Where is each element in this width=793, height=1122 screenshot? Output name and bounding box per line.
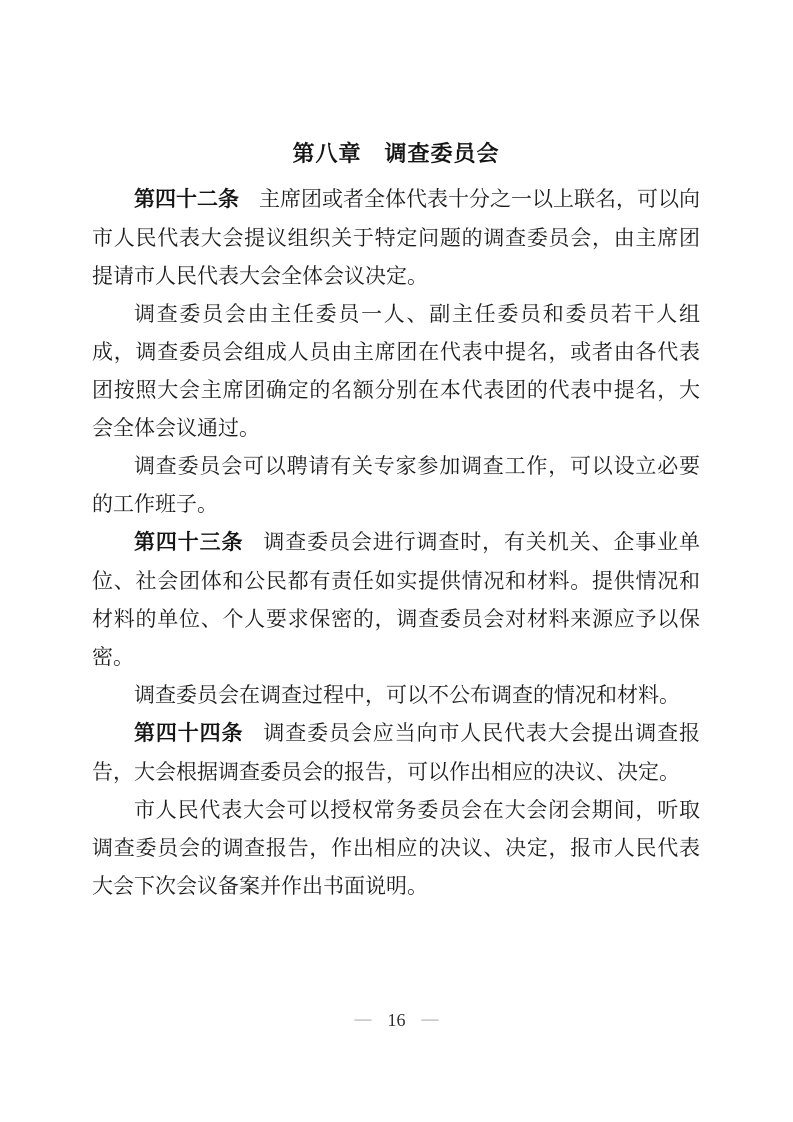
paragraph-text: 调查委员会在调查过程中，可以不公布调查的情况和材料。 <box>134 683 680 707</box>
paragraph-text: 市人民代表大会可以授权常务委员会在大会闭会期间，听取调查委员会的调查报告，作出相应的决议、决定，报市人民代表大会下次会议备案并作出书面说明。 <box>92 798 700 898</box>
paragraph-article-43 <box>92 523 700 676</box>
chapter-title: 第八章 调查委员会 <box>292 141 500 166</box>
page-number: 16 <box>387 1010 406 1030</box>
article-number: 第四十四条 <box>134 722 244 745</box>
paragraph-text: 主席团或者全体代表十分之一以上联名，可以向市人民代表大会提议组织关于特定问题的调查委员会，由主席团提请市人民代表大会全体会议决定。 <box>92 187 701 288</box>
paragraph <box>92 295 700 447</box>
footer-right-dash: — <box>421 1009 439 1028</box>
paragraph <box>92 447 700 523</box>
paragraph-text: 调查委员会应当向市人民代表大会提出调查报告，大会根据调查委员会的报告，可以作出相应的决议、决定。 <box>92 721 701 784</box>
paragraph-article-44 <box>92 714 700 791</box>
document-body <box>92 180 700 905</box>
article-number: 第四十二条 <box>134 188 240 211</box>
paragraph-text: 调查委员会由主任委员一人、副主任委员和委员若干人组成，调查委员会组成人员由主席团在代表中提名，或者由各代表团按照大会主席团确定的名额分别在本代表团的代表中提名，大会全体会议通过。 <box>92 302 700 440</box>
paragraph <box>92 676 700 714</box>
footer-left-dash: — <box>354 1009 372 1028</box>
paragraph-text: 调查委员会进行调查时，有关机关、企事业单位、社会团体和公民都有责任如实提供情况和材料。提供情况和材料的单位、个人要求保密的，调查委员会对材料来源应予以保密。 <box>92 530 701 669</box>
page-footer <box>0 1005 793 1036</box>
article-number: 第四十三条 <box>134 531 244 554</box>
paragraph <box>92 791 700 905</box>
paragraph-text: 调查委员会可以聘请有关专家参加调查工作，可以设立必要的工作班子。 <box>92 454 700 516</box>
paragraph-article-42 <box>92 180 700 295</box>
